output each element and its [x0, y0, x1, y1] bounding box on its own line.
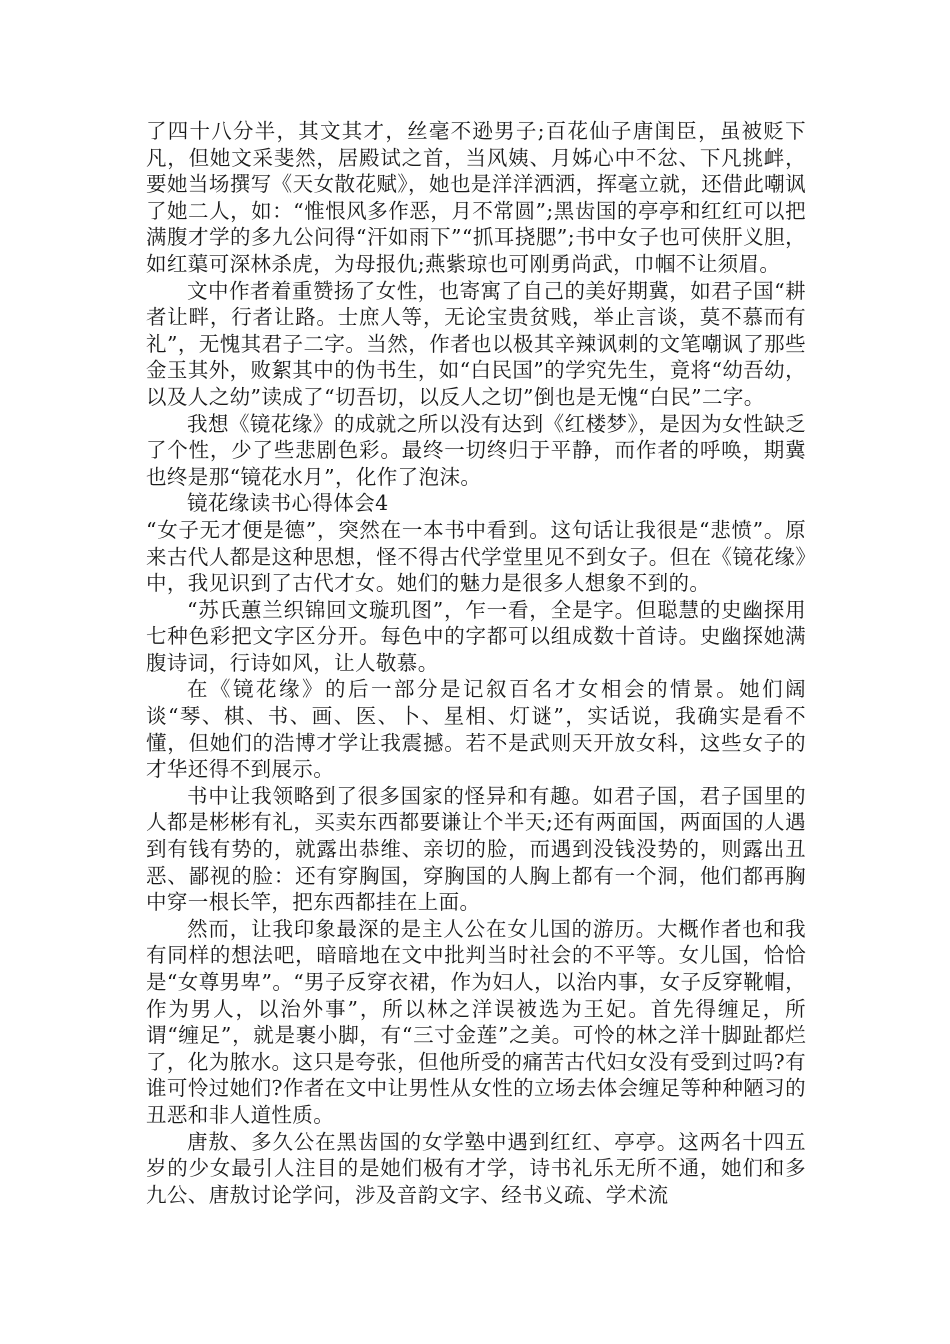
document-body	[146, 118, 806, 1208]
paragraph: 唐敖、多久公在黑齿国的女学塾中遇到红红、亭亭。这两名十四五岁的少女最引人注目的是她们极有才学，诗书礼乐无所不通，她们和多九公、唐敖讨论学问，涉及音韵文字、经书义疏、学术流	[146, 1129, 806, 1207]
paragraph: “苏氏蕙兰织锦回文璇玑图”，乍一看，全是字。但聪慧的史幽探用七种色彩把文字区分开。每色中的字都可以组成数十首诗。史幽探她满腹诗词，行诗如风，让人敬慕。	[146, 597, 806, 675]
paragraph: 文中作者着重赞扬了女性，也寄寓了自己的美好期冀，如君子国“耕者让畔，行者让路。士庶人等，无论宝贵贫贱，举止言谈，莫不慕而有礼”，无愧其君子二字。当然，作者也以极其辛辣讽刺的文笔嘲讽了那些金玉其外，败絮其中的伪书生，如“白民国”的学究先生，竟将“幼吾幼，以及人之幼”读成了“切吾切，以反人之切”倒也是无愧“白民”二字。	[146, 278, 806, 409]
paragraph: 然而，让我印象最深的是主人公在女儿国的游历。大概作者也和我有同样的想法吧，暗暗地在文中批判当时社会的不平等。女儿国，恰恰是“女尊男卑”。“男子反穿衣裙，作为妇人，以治内事，女子反穿靴帽，作为男人，以治外事”，所以林之洋误被选为王妃。首先得缠足，所谓“缠足”，就是裹小脚，有“三寸金莲”之美。可怜的林之洋十脚趾都烂了，化为脓水。这只是夸张，但他所受的痛苦古代妇女没有受到过吗?有谁可怜过她们?作者在文中让男性从女性的立场去体会缠足等种种陋习的丑恶和非人道性质。	[146, 916, 806, 1127]
paragraph: 书中让我领略到了很多国家的怪异和有趣。如君子国，君子国里的人都是彬彬有礼，买卖东西都要谦让个半天;还有两面国，两面国的人遇到有钱有势的，就露出恭维、亲切的脸，而遇到没钱没势的，则露出丑恶、鄙视的脸：还有穿胸国，穿胸国的人胸上都有一个洞，他们都再胸中穿一根长竿，把东西都挂在上面。	[146, 783, 806, 915]
paragraph: 在《镜花缘》的后一部分是记叙百名才女相会的情景。她们阔谈“琴、棋、书、画、医、卜、星相、灯谜”，实话说，我确实是看不懂，但她们的浩博才学让我震撼。若不是武则天开放女科，这些女子的才华还得不到展示。	[146, 677, 806, 782]
paragraph: 我想《镜花缘》的成就之所以没有达到《红楼梦》，是因为女性缺乏了个性，少了些悲剧色彩。最终一切终归于平静，而作者的呼唤，期冀也终是那“镜花水月”，化作了泡沫。	[146, 411, 806, 489]
paragraph: 了四十八分半，其文其才，丝毫不逊男子;百花仙子唐闺臣，虽被贬下凡，但她文采斐然，居殿试之首，当风姨、月姊心中不忿、下凡挑衅，要她当场撰写《天女散花赋》，她也是洋洋洒洒，挥毫立就，还借此嘲讽了她二人，如：“惟恨风多作恶，月不常圆”;黑齿国的亭亭和红红可以把满腹才学的多九公问得“汗如雨下”“抓耳挠腮”;书中女子也可侠肝义胆，如红蕖可深林杀虎，为母报仇;燕紫琼也可刚勇尚武，巾帼不让须眉。	[146, 119, 806, 276]
section-heading: 镜花缘读书心得体会4	[187, 491, 389, 516]
paragraph: “女子无才便是德”，突然在一本书中看到。这句话让我很是“悲愤”。原来古代人都是这种思想，怪不得古代学堂里见不到女子。但在《镜花缘》中，我见识到了古代才女。她们的魅力是很多人想象不到的。	[146, 517, 806, 596]
